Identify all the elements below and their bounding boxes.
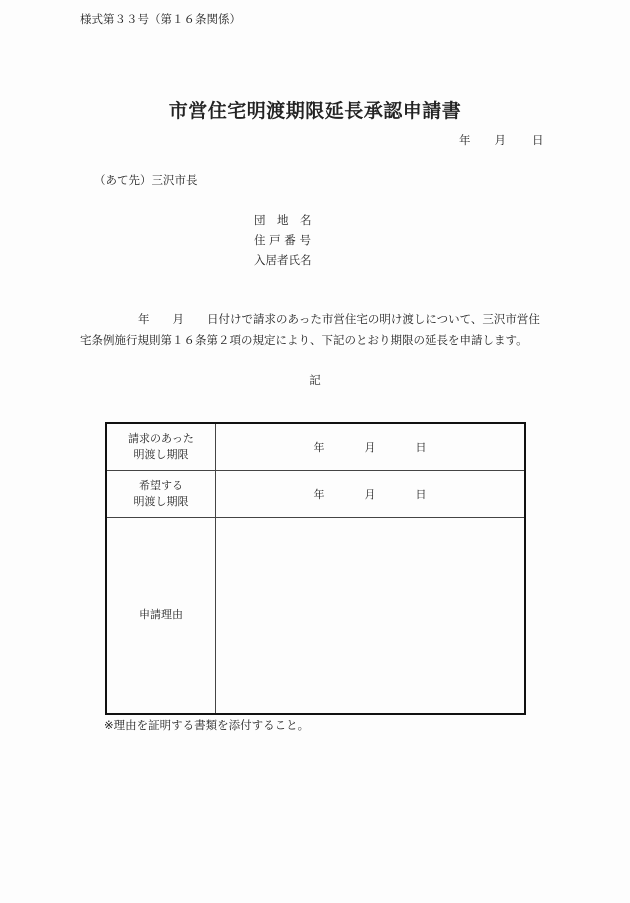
label-line: 希望する	[139, 478, 183, 492]
applicant-complex-name: 団 地 名	[254, 213, 312, 227]
month-label: 月	[364, 487, 376, 501]
label-line: 明渡し期限	[133, 447, 189, 461]
date-year: 年	[459, 133, 471, 147]
day-label: 日	[415, 487, 427, 501]
label-line: 明渡し期限	[133, 494, 189, 508]
table-row	[106, 423, 525, 470]
application-body	[80, 309, 550, 351]
year-label: 年	[313, 440, 325, 454]
table-row	[106, 470, 525, 517]
requested-deadline-label	[106, 423, 216, 470]
body-line-2: 宅条例施行規則第１６条第２項の規定により、下記のとおり期限の延長を申請します。	[80, 333, 528, 347]
desired-deadline-value[interactable]	[216, 470, 526, 517]
date-month: 月	[494, 133, 506, 147]
date-day: 日	[532, 133, 544, 147]
application-table	[105, 422, 526, 715]
desired-deadline-label	[106, 470, 216, 517]
table-row	[106, 517, 525, 714]
label-line: 請求のあった	[128, 431, 194, 445]
document-title: 市営住宅明渡期限延長承認申請書	[168, 100, 462, 122]
ki-heading: 記	[309, 373, 321, 387]
submission-date	[459, 132, 544, 148]
attachment-note: ※理由を証明する書類を添付すること。	[104, 718, 310, 732]
month-label: 月	[364, 440, 376, 454]
body-line-1: 年 月 日付けで請求のあった市営住宅の明け渡しについて、三沢市営住	[138, 312, 540, 326]
year-label: 年	[313, 487, 325, 501]
applicant-unit-number: 住 戸 番 号	[254, 233, 311, 247]
requested-deadline-value[interactable]	[216, 423, 526, 470]
reason-label: 申請理由	[106, 517, 216, 714]
applicant-resident-name: 入居者氏名	[254, 253, 312, 267]
form-number: 様式第３３号（第１６条関係）	[80, 12, 241, 26]
addressee: （あて先）三沢市長	[94, 173, 198, 187]
day-label: 日	[415, 440, 427, 454]
reason-value[interactable]	[216, 517, 526, 714]
